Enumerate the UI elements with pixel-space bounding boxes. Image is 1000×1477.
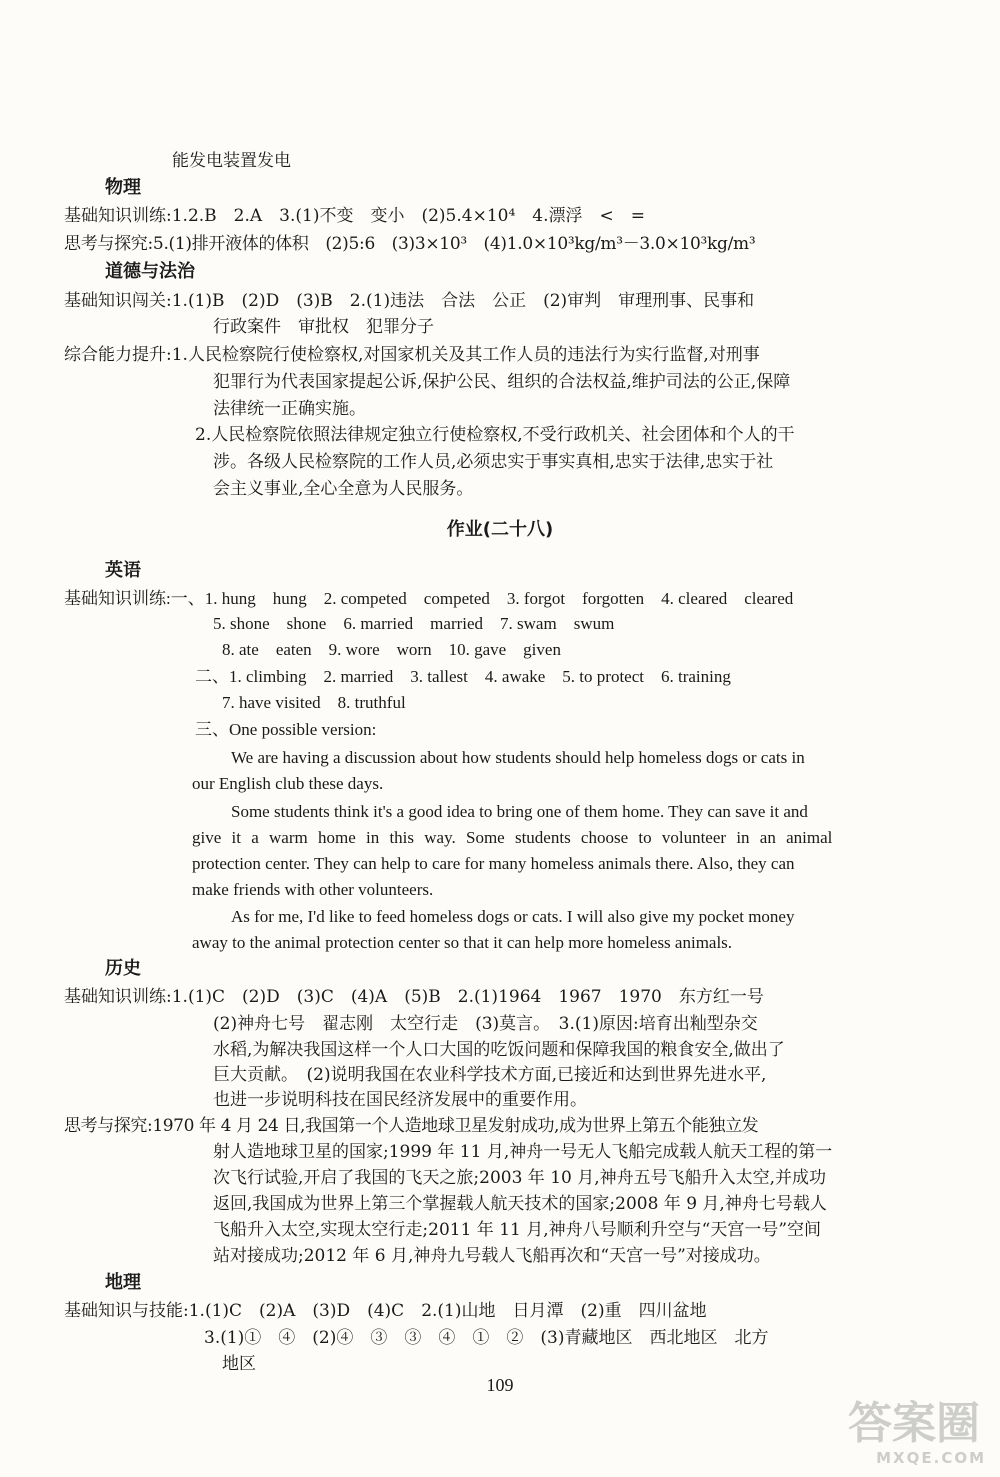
geography-line: 基础知识与技能:1.(1)C (2)A (3)D (4)C 2.(1)山地 日月潭 (2)重 四川盆地	[64, 1301, 707, 1321]
english-line: 8. ate eaten 9. wore worn 10. gave given	[222, 640, 561, 659]
history-line: 返回,我国成为世界上第三个掌握载人航天技术的国家;2008 年 9 月,神舟七号载人	[213, 1194, 827, 1214]
english-heading: 英语	[105, 560, 141, 581]
page-number: 109	[486, 1375, 514, 1395]
morality-line: 基础知识闯关:1.(1)B (2)D (3)B 2.(1)违法 合法 公正 (2)审判 审理刑事、民事和	[64, 291, 755, 311]
history-line: 站对接成功;2012 年 6 月,神舟九号载人飞船再次和“天宫一号”对接成功。	[213, 1246, 771, 1266]
history-line: 射人造地球卫星的国家;1999 年 11 月,神舟一号无人飞船完成载人航天工程的第一	[213, 1142, 833, 1162]
history-heading: 历史	[105, 958, 141, 979]
morality-line: 犯罪行为代表国家提起公诉,保护公民、组织的合法权益,维护司法的公正,保障	[213, 372, 791, 392]
section-title: 作业(二十八)	[446, 519, 554, 540]
history-line: 也进一步说明科技在国民经济发展中的重要作用。	[213, 1090, 587, 1110]
morality-line: 综合能力提升:1.人民检察院行使检察权,对国家机关及其工作人员的违法行为实行监督,对刑事	[64, 345, 760, 365]
english-line: As for me, I'd like to feed homeless dogs or cats. I will also give my pocket money	[231, 907, 795, 926]
english-line: give it a warm home in this way. Some students choose to volunteer in an animal	[192, 828, 833, 847]
watermark-url: MXQE.COM	[876, 1449, 986, 1467]
morality-line: 会主义事业,全心全意为人民服务。	[213, 479, 474, 499]
english-line: away to the animal protection center so that it can help more homeless animals.	[192, 933, 733, 952]
morality-line: 涉。各级人民检察院的工作人员,必须忠实于事实真相,忠实于法律,忠实于社	[213, 452, 774, 472]
english-line: 5. shone shone 6. married married 7. swam swum	[213, 614, 615, 633]
morality-line: 行政案件 审批权 犯罪分子	[213, 317, 434, 337]
physics-heading: 物理	[105, 177, 141, 198]
history-line: 思考与探究:1970 年 4 月 24 日,我国第一个人造地球卫星发射成功,成为世界上第五个能独立发	[64, 1116, 759, 1136]
history-line: 基础知识训练:1.(1)C (2)D (3)C (4)A (5)B 2.(1)1964 1967 1970 东方红一号	[64, 987, 764, 1007]
morality-heading: 道德与法治	[105, 261, 195, 282]
history-line: (2)神舟七号 翟志刚 太空行走 (3)莫言。 3.(1)原因:培育出籼型杂交	[213, 1014, 758, 1034]
history-line: 水稻,为解决我国这样一个人口大国的吃饭问题和保障我国的粮食安全,做出了	[213, 1040, 785, 1060]
watermark-logo: 答案圈	[848, 1398, 980, 1449]
english-line: 基础知识训练:一、1. hung hung 2. competed competed 3. forgot forgotten 4. cleared cleared	[64, 589, 794, 608]
english-line: 7. have visited 8. truthful	[222, 693, 406, 712]
history-line: 次飞行试验,开启了我国的飞天之旅;2003 年 10 月,神舟五号飞船升入太空,并成功	[213, 1168, 827, 1188]
morality-line: 2.人民检察院依照法律规定独立行使检察权,不受行政机关、社会团体和个人的干	[195, 425, 795, 445]
english-line: Some students think it's a good idea to bring one of them home. They can save it and	[231, 802, 808, 821]
history-line: 巨大贡献。 (2)说明我国在农业科学技术方面,已接近和达到世界先进水平,	[213, 1065, 767, 1085]
history-line: 飞船升入太空,实现太空行走;2011 年 11 月,神舟八号顺利升空与“天宫一号”空间	[213, 1220, 822, 1240]
geography-line: 3.(1)① ④ (2)④ ③ ③ ④ ① ② (3)青藏地区 西北地区 北方	[204, 1328, 769, 1348]
morality-line: 法律统一正确实施。	[213, 399, 366, 419]
geography-heading: 地理	[105, 1272, 141, 1293]
english-line: 二、1. climbing 2. married 3. tallest 4. awake 5. to protect 6. training	[195, 667, 731, 686]
english-line: We are having a discussion about how students should help homeless dogs or cats in	[231, 748, 805, 767]
intro-line: 能发电装置发电	[172, 151, 291, 171]
geography-line: 地区	[222, 1354, 256, 1374]
physics-line-2: 思考与探究:5.(1)排开液体的体积 (2)5:6 (3)3×10³ (4)1.0×10³kg/m³－3.0×10³kg/m³	[64, 234, 756, 254]
english-line: 三、One possible version:	[195, 720, 377, 739]
english-line: protection center. They can help to care for many homeless animals there. Also, they can	[192, 854, 795, 873]
english-line: our English club these days.	[192, 774, 384, 793]
physics-line-1: 基础知识训练:1.2.B 2.A 3.(1)不变 变小 (2)5.4×10⁴ 4.漂浮 < =	[64, 206, 645, 226]
english-line: make friends with other volunteers.	[192, 880, 434, 899]
watermark	[786, 1387, 986, 1467]
